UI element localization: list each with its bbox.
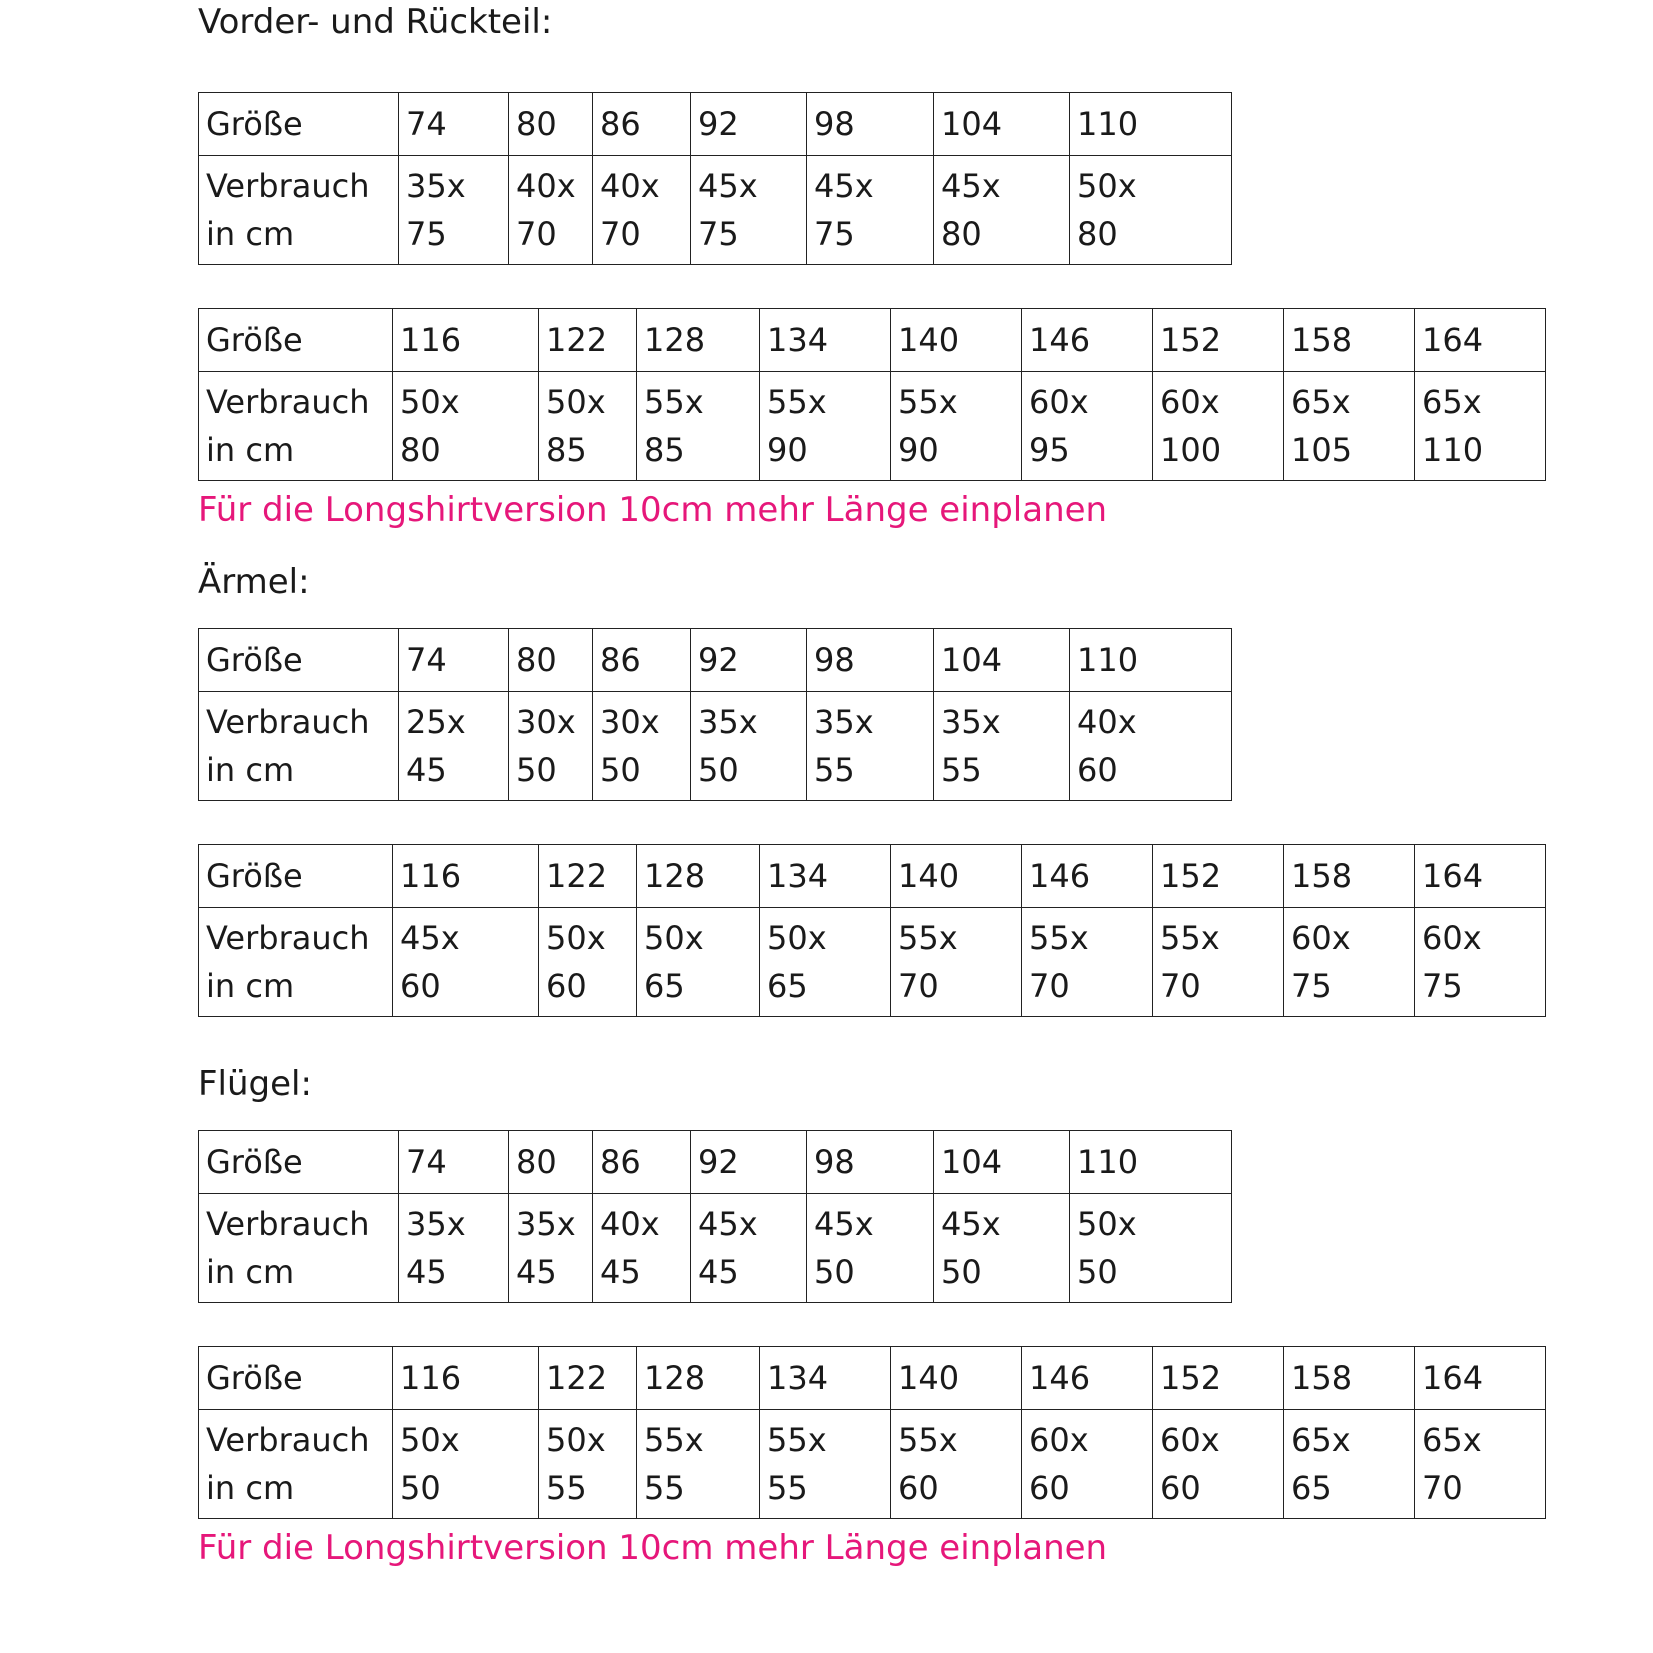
size-row xyxy=(199,1131,1232,1194)
usage-length: 75 xyxy=(698,215,739,253)
usage-length: 75 xyxy=(814,215,855,253)
usage-label-line: Verbrauch xyxy=(206,1205,370,1243)
size-cell: 86 xyxy=(593,1131,691,1194)
usage-length: 70 xyxy=(1160,967,1201,1005)
usage-width: 50x xyxy=(644,919,704,957)
size-row xyxy=(199,1347,1546,1410)
usage-cell xyxy=(1070,1194,1232,1303)
usage-cell xyxy=(691,1194,807,1303)
usage-cell xyxy=(691,692,807,801)
usage-width: 40x xyxy=(600,167,660,205)
size-cell: 128 xyxy=(637,309,760,372)
usage-length: 60 xyxy=(546,967,587,1005)
size-cell: 158 xyxy=(1284,845,1415,908)
size-cell: 164 xyxy=(1415,1347,1546,1410)
usage-length: 105 xyxy=(1291,431,1353,469)
size-cell: 146 xyxy=(1022,1347,1153,1410)
usage-width: 45x xyxy=(941,167,1001,205)
size-row xyxy=(199,93,1232,156)
size-cell: 122 xyxy=(539,1347,637,1410)
usage-cell xyxy=(760,1410,891,1519)
usage-length: 55 xyxy=(814,751,855,789)
usage-width: 60x xyxy=(1029,1421,1089,1459)
usage-width: 60x xyxy=(1160,383,1220,421)
size-cell: 74 xyxy=(399,629,509,692)
size-cell: 80 xyxy=(509,1131,593,1194)
size-table-sleeves-small xyxy=(198,628,1232,801)
size-cell: 140 xyxy=(891,1347,1022,1410)
usage-width: 55x xyxy=(898,919,958,957)
usage-cell xyxy=(934,156,1070,265)
size-cell: 134 xyxy=(760,1347,891,1410)
size-cell: 86 xyxy=(593,629,691,692)
usage-cell xyxy=(760,908,891,1017)
usage-length: 90 xyxy=(898,431,939,469)
usage-length: 70 xyxy=(600,215,641,253)
usage-length: 70 xyxy=(1029,967,1070,1005)
longshirt-note: Für die Longshirtversion 10cm mehr Länge einplanen xyxy=(198,490,1108,530)
usage-cell xyxy=(1415,372,1546,481)
usage-cell xyxy=(891,908,1022,1017)
size-cell: 122 xyxy=(539,845,637,908)
usage-cell xyxy=(593,156,691,265)
usage-cell xyxy=(509,692,593,801)
usage-cell xyxy=(393,372,539,481)
usage-label-line: in cm xyxy=(206,1253,295,1291)
usage-width: 50x xyxy=(1077,167,1137,205)
usage-width: 40x xyxy=(1077,703,1137,741)
usage-cell xyxy=(891,372,1022,481)
usage-length: 45 xyxy=(516,1253,557,1291)
size-cell: 98 xyxy=(807,1131,934,1194)
size-cell: 122 xyxy=(539,309,637,372)
size-cell: 104 xyxy=(934,93,1070,156)
usage-cell xyxy=(593,1194,691,1303)
usage-cell xyxy=(509,156,593,265)
usage-width: 55x xyxy=(1029,919,1089,957)
size-cell: 140 xyxy=(891,845,1022,908)
usage-cell xyxy=(637,1410,760,1519)
usage-length: 45 xyxy=(698,1253,739,1291)
usage-cell xyxy=(1415,1410,1546,1519)
size-cell: 164 xyxy=(1415,309,1546,372)
usage-width: 65x xyxy=(1422,1421,1482,1459)
size-table-sleeves-large xyxy=(198,844,1546,1017)
usage-width: 25x xyxy=(406,703,466,741)
usage-label xyxy=(199,372,393,481)
size-row xyxy=(199,629,1232,692)
size-cell: 152 xyxy=(1153,309,1284,372)
usage-width: 65x xyxy=(1291,1421,1351,1459)
usage-length: 80 xyxy=(941,215,982,253)
usage-cell xyxy=(934,1194,1070,1303)
usage-width: 55x xyxy=(644,1421,704,1459)
usage-label-line: in cm xyxy=(206,431,295,469)
usage-cell xyxy=(637,908,760,1017)
usage-cell xyxy=(807,156,934,265)
size-cell: 86 xyxy=(593,93,691,156)
size-cell: 116 xyxy=(393,1347,539,1410)
size-cell: 80 xyxy=(509,629,593,692)
usage-row xyxy=(199,908,1546,1017)
usage-cell xyxy=(399,156,509,265)
usage-row xyxy=(199,1194,1232,1303)
usage-length: 50 xyxy=(698,751,739,789)
usage-width: 65x xyxy=(1291,383,1351,421)
usage-width: 40x xyxy=(600,1205,660,1243)
usage-label-line: in cm xyxy=(206,1469,295,1507)
size-row xyxy=(199,309,1546,372)
size-cell: 92 xyxy=(691,1131,807,1194)
usage-length: 75 xyxy=(1422,967,1463,1005)
usage-cell xyxy=(760,372,891,481)
usage-row xyxy=(199,156,1232,265)
usage-width: 30x xyxy=(516,703,576,741)
usage-label xyxy=(199,156,399,265)
usage-length: 80 xyxy=(1077,215,1118,253)
size-table-front-back-large xyxy=(198,308,1546,481)
size-label: Größe xyxy=(199,93,399,156)
usage-length: 55 xyxy=(546,1469,587,1507)
size-cell: 134 xyxy=(760,845,891,908)
usage-length: 50 xyxy=(516,751,557,789)
usage-width: 60x xyxy=(1291,919,1351,957)
usage-length: 100 xyxy=(1160,431,1222,469)
usage-width: 50x xyxy=(400,1421,460,1459)
usage-length: 65 xyxy=(1291,1469,1332,1507)
usage-length: 95 xyxy=(1029,431,1070,469)
usage-width: 45x xyxy=(941,1205,1001,1243)
size-table-wings-small xyxy=(198,1130,1232,1303)
usage-width: 45x xyxy=(814,167,874,205)
usage-cell xyxy=(807,692,934,801)
usage-width: 50x xyxy=(546,1421,606,1459)
usage-label-line: in cm xyxy=(206,751,295,789)
size-cell: 92 xyxy=(691,93,807,156)
size-cell: 146 xyxy=(1022,845,1153,908)
usage-length: 110 xyxy=(1422,431,1484,469)
size-cell: 104 xyxy=(934,1131,1070,1194)
usage-width: 65x xyxy=(1422,383,1482,421)
usage-width: 55x xyxy=(898,1421,958,1459)
section-heading-front-back: Vorder- und Rückteil: xyxy=(198,2,553,42)
usage-width: 35x xyxy=(406,167,466,205)
usage-length: 45 xyxy=(406,1253,447,1291)
usage-length: 65 xyxy=(644,967,685,1005)
size-cell: 152 xyxy=(1153,845,1284,908)
usage-length: 85 xyxy=(546,431,587,469)
usage-cell xyxy=(1153,372,1284,481)
size-label: Größe xyxy=(199,1131,399,1194)
usage-width: 45x xyxy=(400,919,460,957)
usage-width: 35x xyxy=(941,703,1001,741)
usage-cell xyxy=(393,908,539,1017)
usage-width: 50x xyxy=(546,919,606,957)
size-cell: 140 xyxy=(891,309,1022,372)
size-cell: 74 xyxy=(399,1131,509,1194)
usage-cell xyxy=(1153,1410,1284,1519)
size-label: Größe xyxy=(199,845,393,908)
section-heading-sleeves: Ärmel: xyxy=(198,562,310,602)
usage-width: 60x xyxy=(1422,919,1482,957)
size-cell: 116 xyxy=(393,845,539,908)
usage-width: 45x xyxy=(698,1205,758,1243)
usage-length: 50 xyxy=(1077,1253,1118,1291)
size-cell: 158 xyxy=(1284,1347,1415,1410)
usage-label-line: Verbrauch xyxy=(206,919,370,957)
size-table-wings-large xyxy=(198,1346,1546,1519)
size-cell: 116 xyxy=(393,309,539,372)
usage-length: 45 xyxy=(406,751,447,789)
size-cell: 92 xyxy=(691,629,807,692)
size-label: Größe xyxy=(199,309,393,372)
longshirt-note: Für die Longshirtversion 10cm mehr Länge einplanen xyxy=(198,1528,1108,1568)
usage-cell xyxy=(393,1410,539,1519)
usage-width: 35x xyxy=(698,703,758,741)
size-cell: 146 xyxy=(1022,309,1153,372)
size-label: Größe xyxy=(199,1347,393,1410)
usage-length: 55 xyxy=(644,1469,685,1507)
usage-cell xyxy=(1415,908,1546,1017)
size-table-front-back-small xyxy=(198,92,1232,265)
usage-width: 50x xyxy=(546,383,606,421)
usage-cell xyxy=(399,692,509,801)
usage-width: 35x xyxy=(516,1205,576,1243)
usage-length: 55 xyxy=(941,751,982,789)
usage-width: 60x xyxy=(1029,383,1089,421)
usage-cell xyxy=(934,692,1070,801)
usage-length: 60 xyxy=(1160,1469,1201,1507)
usage-label-line: Verbrauch xyxy=(206,1421,370,1459)
usage-length: 50 xyxy=(814,1253,855,1291)
usage-width: 55x xyxy=(1160,919,1220,957)
usage-label xyxy=(199,1194,399,1303)
usage-length: 80 xyxy=(400,431,441,469)
usage-label-line: Verbrauch xyxy=(206,703,370,741)
size-cell: 110 xyxy=(1070,93,1232,156)
size-cell: 110 xyxy=(1070,629,1232,692)
usage-length: 90 xyxy=(767,431,808,469)
size-cell: 104 xyxy=(934,629,1070,692)
usage-length: 70 xyxy=(898,967,939,1005)
usage-length: 85 xyxy=(644,431,685,469)
usage-cell xyxy=(1284,908,1415,1017)
usage-label-line: Verbrauch xyxy=(206,167,370,205)
size-cell: 128 xyxy=(637,1347,760,1410)
usage-cell xyxy=(593,692,691,801)
size-cell: 74 xyxy=(399,93,509,156)
usage-length: 75 xyxy=(406,215,447,253)
usage-cell xyxy=(1022,908,1153,1017)
usage-cell xyxy=(807,1194,934,1303)
usage-length: 55 xyxy=(767,1469,808,1507)
usage-label-line: Verbrauch xyxy=(206,383,370,421)
usage-width: 55x xyxy=(644,383,704,421)
usage-label-line: in cm xyxy=(206,215,295,253)
usage-length: 50 xyxy=(941,1253,982,1291)
usage-length: 70 xyxy=(1422,1469,1463,1507)
usage-cell xyxy=(539,1410,637,1519)
usage-length: 60 xyxy=(1077,751,1118,789)
size-cell: 134 xyxy=(760,309,891,372)
size-cell: 80 xyxy=(509,93,593,156)
size-cell: 158 xyxy=(1284,309,1415,372)
usage-cell xyxy=(1022,1410,1153,1519)
usage-width: 50x xyxy=(767,919,827,957)
usage-cell xyxy=(539,372,637,481)
usage-label-line: in cm xyxy=(206,967,295,1005)
usage-length: 75 xyxy=(1291,967,1332,1005)
usage-row xyxy=(199,692,1232,801)
usage-cell xyxy=(637,372,760,481)
usage-cell xyxy=(1022,372,1153,481)
usage-width: 50x xyxy=(400,383,460,421)
size-row xyxy=(199,845,1546,908)
usage-label xyxy=(199,692,399,801)
usage-cell xyxy=(1284,1410,1415,1519)
usage-length: 60 xyxy=(400,967,441,1005)
usage-length: 65 xyxy=(767,967,808,1005)
usage-width: 40x xyxy=(516,167,576,205)
usage-length: 45 xyxy=(600,1253,641,1291)
usage-cell xyxy=(509,1194,593,1303)
size-cell: 110 xyxy=(1070,1131,1232,1194)
usage-width: 55x xyxy=(767,383,827,421)
usage-width: 45x xyxy=(698,167,758,205)
usage-length: 50 xyxy=(600,751,641,789)
usage-label xyxy=(199,908,393,1017)
usage-label xyxy=(199,1410,393,1519)
size-label: Größe xyxy=(199,629,399,692)
usage-cell xyxy=(399,1194,509,1303)
usage-width: 45x xyxy=(814,1205,874,1243)
usage-width: 50x xyxy=(1077,1205,1137,1243)
usage-row xyxy=(199,372,1546,481)
usage-width: 60x xyxy=(1160,1421,1220,1459)
usage-width: 35x xyxy=(814,703,874,741)
usage-cell xyxy=(891,1410,1022,1519)
usage-width: 35x xyxy=(406,1205,466,1243)
section-heading-wings: Flügel: xyxy=(198,1064,312,1104)
usage-length: 70 xyxy=(516,215,557,253)
usage-cell xyxy=(1284,372,1415,481)
size-cell: 152 xyxy=(1153,1347,1284,1410)
usage-row xyxy=(199,1410,1546,1519)
usage-cell xyxy=(691,156,807,265)
size-cell: 98 xyxy=(807,93,934,156)
usage-cell xyxy=(1153,908,1284,1017)
usage-width: 55x xyxy=(898,383,958,421)
size-cell: 98 xyxy=(807,629,934,692)
usage-cell xyxy=(539,908,637,1017)
size-cell: 164 xyxy=(1415,845,1546,908)
size-cell: 128 xyxy=(637,845,760,908)
usage-length: 60 xyxy=(1029,1469,1070,1507)
usage-width: 30x xyxy=(600,703,660,741)
usage-length: 50 xyxy=(400,1469,441,1507)
usage-length: 60 xyxy=(898,1469,939,1507)
usage-width: 55x xyxy=(767,1421,827,1459)
usage-cell xyxy=(1070,692,1232,801)
usage-cell xyxy=(1070,156,1232,265)
